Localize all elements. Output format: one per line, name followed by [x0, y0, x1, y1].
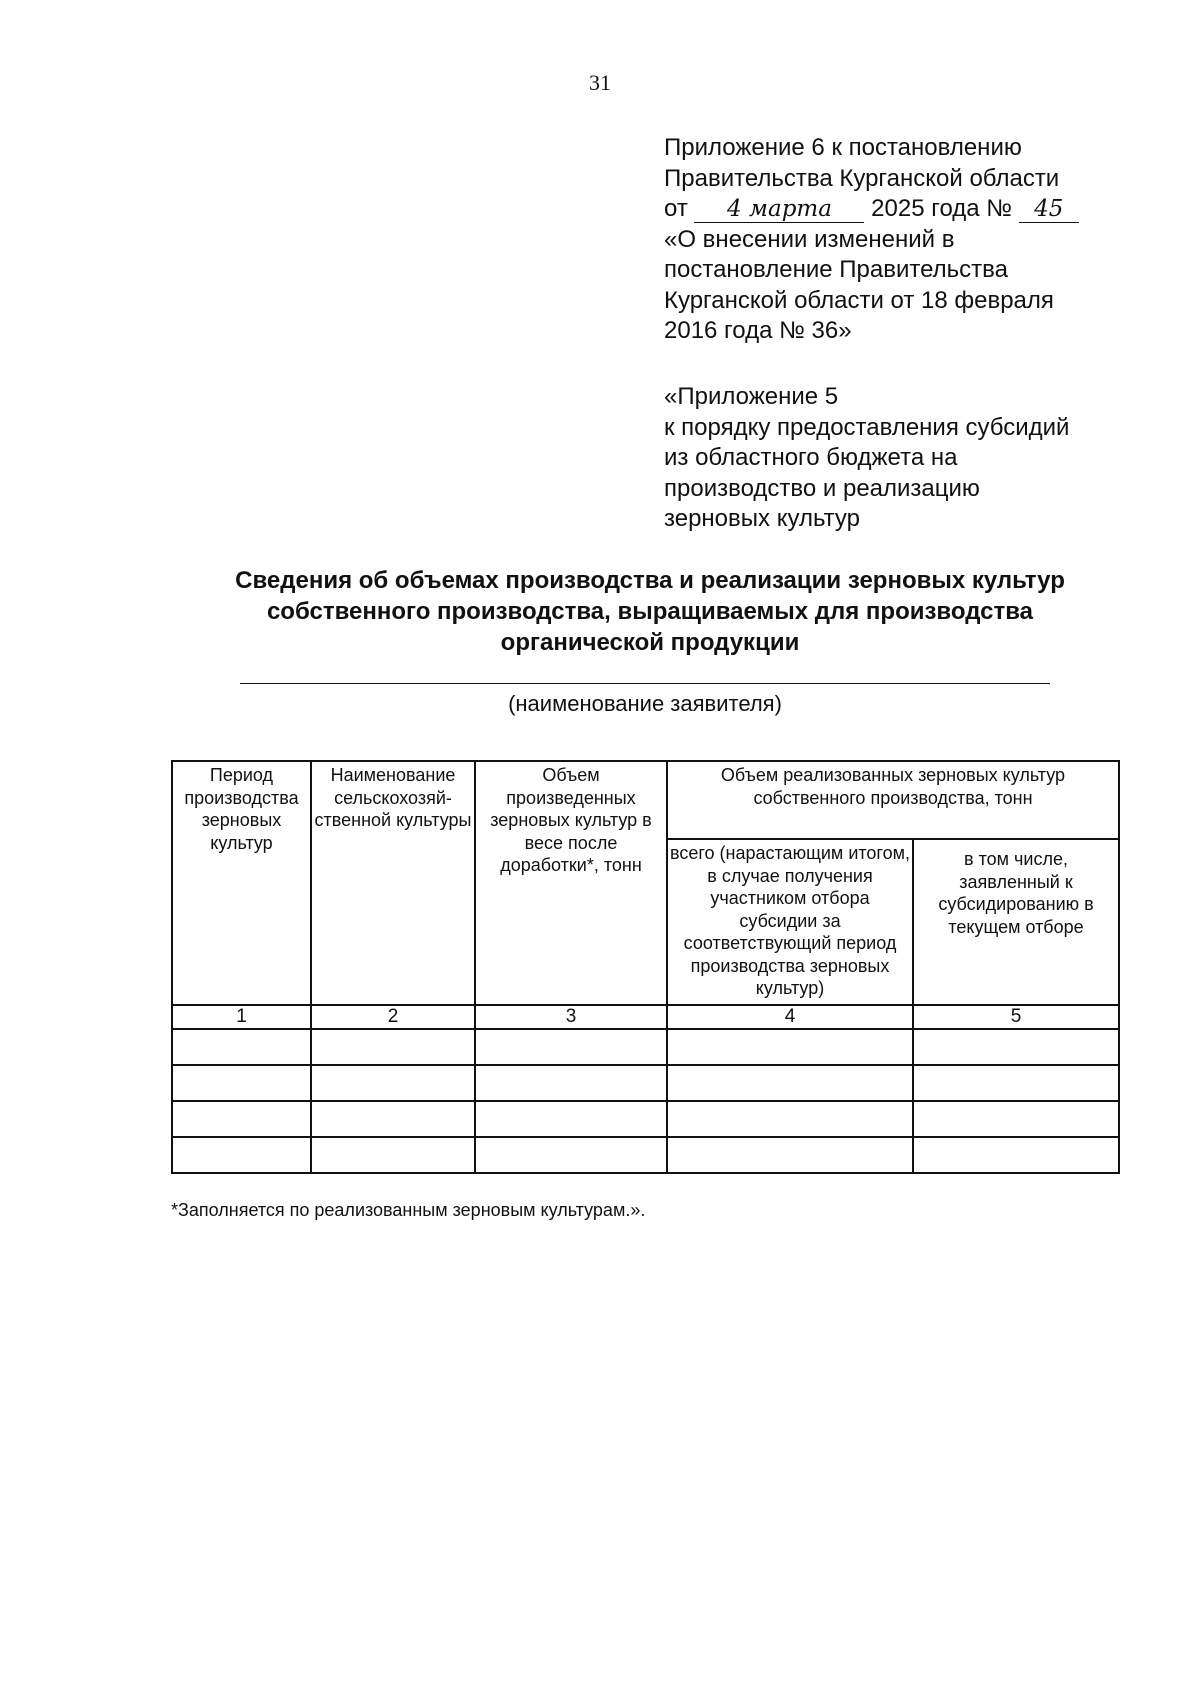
appendix5-line: к порядку предоставления субсидий: [664, 413, 1070, 441]
title-line: органической продукции: [500, 629, 800, 656]
table-cell[interactable]: [913, 1029, 1119, 1065]
table-cell[interactable]: [475, 1137, 667, 1173]
column-number: 5: [913, 1005, 1119, 1029]
handwritten-number: 45: [1019, 196, 1079, 223]
table-row: [172, 1137, 1119, 1173]
table-cell[interactable]: [667, 1101, 913, 1137]
table-cell[interactable]: [172, 1029, 311, 1065]
table-row: [172, 1029, 1119, 1065]
footnote: *Заполняется по реализованным зерновым культурам.».: [171, 1200, 646, 1220]
title-line: Сведения об объемах производства и реализации зерновых культур: [235, 567, 1065, 594]
appendix-line: Курганской области от 18 февраля: [664, 286, 1054, 314]
table-row: [172, 1101, 1119, 1137]
table-cell[interactable]: [913, 1065, 1119, 1101]
table-cell[interactable]: [311, 1065, 475, 1101]
header-col2: Наименование сельскохозяй-ственной культуры: [311, 761, 475, 1005]
title-line: собственного производства, выращиваемых для производства: [266, 598, 1034, 625]
header-col5: в том числе, заявленный к субсидированию в текущем отборе: [913, 839, 1119, 1005]
table-cell[interactable]: [172, 1065, 311, 1101]
document-title: [170, 565, 1130, 658]
handwritten-date: 4 марта: [694, 196, 864, 223]
table-cell[interactable]: [913, 1101, 1119, 1137]
header-col4: всего (нарастающим итогом, в случае получения участником отбора субсидии за соответствующий период производства зерновых культур): [667, 839, 913, 1005]
header-col1: Период производства зерновых культур: [172, 761, 311, 1005]
header-col3: Объем произведенных зерновых культур в весе после доработки*, тонн: [475, 761, 667, 1005]
table-cell[interactable]: [311, 1101, 475, 1137]
appendix5-line: производство и реализацию: [664, 474, 980, 502]
column-number: 2: [311, 1005, 475, 1029]
appendix-line: Правительства Курганской области: [664, 164, 1060, 192]
data-table: [171, 760, 1120, 1174]
column-number: 3: [475, 1005, 667, 1029]
column-number: 1: [172, 1005, 311, 1029]
table-row: [172, 1065, 1119, 1101]
table-cell[interactable]: [311, 1137, 475, 1173]
appendix5-header: [664, 382, 1144, 535]
applicant-name-line: [240, 683, 1050, 684]
table-cell[interactable]: [913, 1137, 1119, 1173]
date-suffix: 2025 года №: [871, 195, 1013, 222]
table-header-row: [172, 761, 1119, 839]
table-cell[interactable]: [667, 1137, 913, 1173]
appendix5-line: «Приложение 5: [664, 383, 839, 410]
appendix-header: [664, 133, 1124, 347]
applicant-caption: (наименование заявителя): [508, 691, 782, 716]
table-cell[interactable]: [311, 1029, 475, 1065]
appendix-line: Приложение 6 к постановлению: [664, 134, 1022, 161]
table-cell[interactable]: [172, 1137, 311, 1173]
table-cell[interactable]: [172, 1101, 311, 1137]
appendix-line: 2016 года № 36»: [664, 317, 852, 344]
appendix5-line: из областного бюджета на: [664, 444, 958, 471]
appendix-line: «О внесении изменений в: [664, 225, 955, 253]
table-cell[interactable]: [667, 1029, 913, 1065]
header-col45: Объем реализованных зерновых культур собственного производства, тонн: [667, 761, 1119, 839]
table-cell[interactable]: [667, 1065, 913, 1101]
page-number: 31: [589, 70, 611, 95]
appendix-line: постановление Правительства: [664, 256, 1008, 283]
table-cell[interactable]: [475, 1101, 667, 1137]
table-cell[interactable]: [475, 1029, 667, 1065]
column-number: 4: [667, 1005, 913, 1029]
table-cell[interactable]: [475, 1065, 667, 1101]
date-prefix: от: [664, 195, 688, 222]
appendix-date-line: [664, 194, 1124, 225]
appendix5-line: зерновых культур: [664, 505, 860, 532]
column-number-row: [172, 1005, 1119, 1029]
